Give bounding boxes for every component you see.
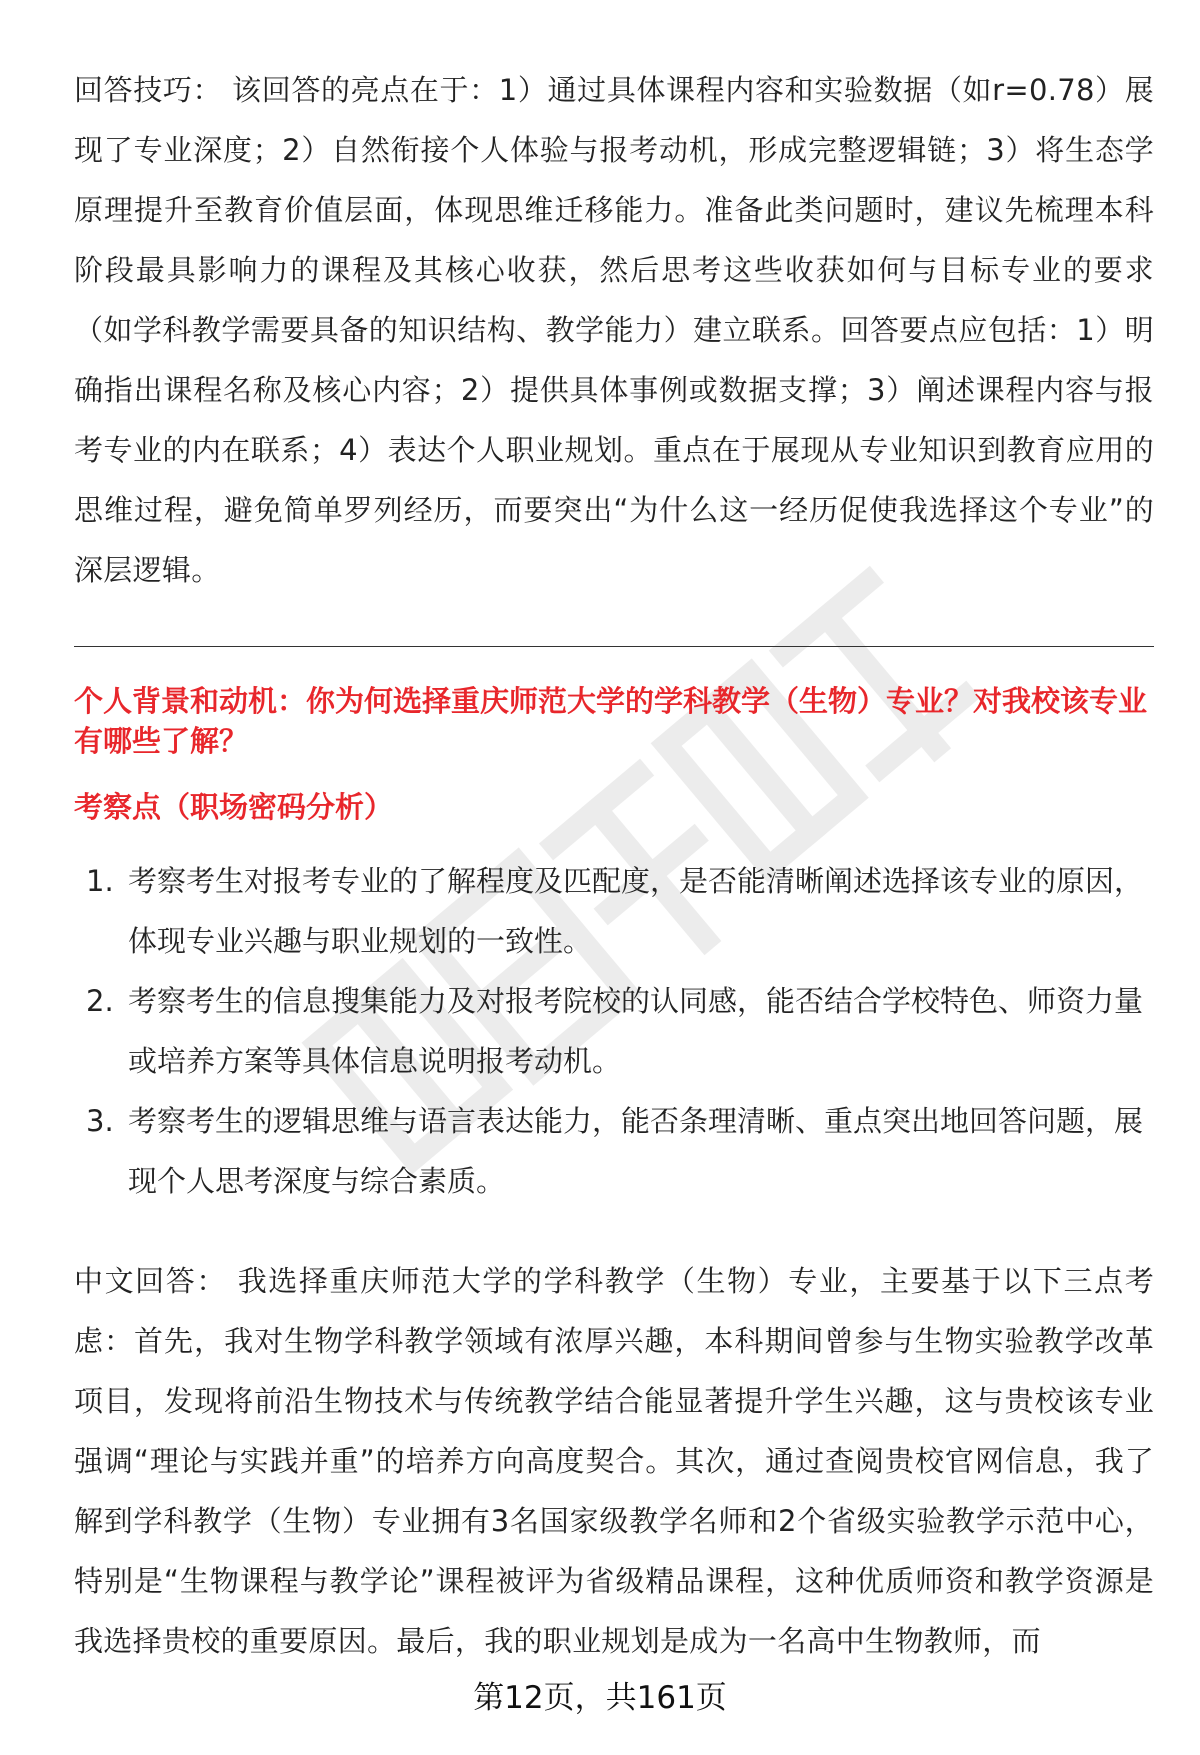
answer-tip-paragraph: 回答技巧： 该回答的亮点在于：1）通过具体课程内容和实验数据（如r=0.78）展现了专业深度；2）自然衔接个人体验与报考动机，形成完整逻辑链；3）将生态学原理提升至教育价值层面，体现思维迁移能力。准备此类问题时，建议先梳理本科阶段最具影响力的课程及其核心收获，然后思考这些收获如何与目标专业的要求（如学科教学需要具备的知识结构、教学能力）建立联系。回答要点应包括：1）明确指出课程名称及核心内容；2）提供具体事例或数据支撑；3）阐述课程内容与报考专业的内在联系；4）表达个人职业规划。重点在于展现从专业知识到教育应用的思维过程，避免简单罗列经历，而要突出“为什么这一经历促使我选择这个专业”的深层逻辑。 bbox=[74, 73, 1154, 587]
list-item-text: 考察考生的逻辑思维与语言表达能力，能否条理清晰、重点突出地回答问题，展现个人思考深度与综合素质。 bbox=[128, 1104, 1144, 1198]
assessment-list bbox=[74, 851, 1154, 1211]
page-number-footer: 第12页，共161页 bbox=[473, 1680, 727, 1716]
question-heading: 个人背景和动机：你为何选择重庆师范大学的学科教学（生物）专业？对我校该专业有哪些了解？ bbox=[74, 684, 1148, 758]
list-item-number: 3. bbox=[86, 1104, 114, 1138]
list-item-number: 1. bbox=[86, 864, 114, 898]
list-item-text: 考察考生的信息搜集能力及对报考院校的认同感，能否结合学校特色、师资力量或培养方案等具体信息说明报考动机。 bbox=[128, 984, 1144, 1078]
list-item bbox=[74, 971, 1154, 1091]
chinese-answer-paragraph: 中文回答： 我选择重庆师范大学的学科教学（生物）专业，主要基于以下三点考虑：首先，我对生物学科教学领域有浓厚兴趣，本科期间曾参与生物实验教学改革项目，发现将前沿生物技术与传统教学结合能显著提升学生兴趣，这与贵校该专业强调“理论与实践并重”的培养方向高度契合。其次，通过查阅贵校官网信息，我了解到学科教学（生物）专业拥有3名国家级教学名师和2个省级实验教学示范中心，特别是“生物课程与教学论”课程被评为省级精品课程，这种优质师资和教学资源是我选择贵校的重要原因。最后，我的职业规划是成为一名高中生物教师，而 bbox=[74, 1264, 1154, 1658]
list-item bbox=[74, 851, 1154, 971]
list-item bbox=[74, 1091, 1154, 1211]
section-divider bbox=[74, 646, 1154, 647]
assessment-title: 考察点（职场密码分析） bbox=[74, 790, 394, 824]
list-item-number: 2. bbox=[86, 984, 114, 1018]
list-item-text: 考察考生对报考专业的了解程度及匹配度，是否能清晰阐述选择该专业的原因，体现专业兴趣与职业规划的一致性。 bbox=[128, 864, 1144, 958]
document-page bbox=[74, 60, 1154, 1671]
